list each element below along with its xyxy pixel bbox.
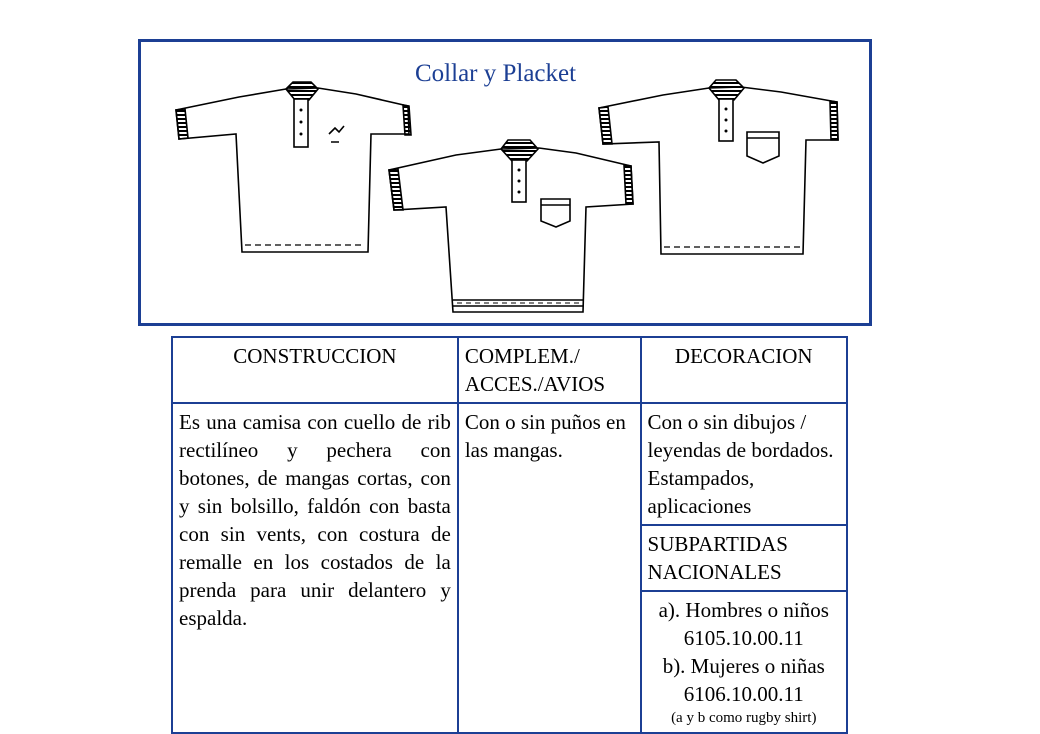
code-a-value: 6105.10.00.11 bbox=[683, 626, 804, 650]
shirt-center-icon bbox=[389, 140, 633, 312]
shirt-right-icon bbox=[599, 80, 838, 254]
illustration-panel bbox=[138, 39, 872, 326]
subpartidas-title: SUBPARTIDAS NACIONALES bbox=[641, 525, 847, 591]
decoracion-text: Con o sin dibujos / leyendas de bordados. Estampados, aplicaciones bbox=[641, 403, 847, 525]
header-construccion: CONSTRUCCION bbox=[172, 337, 458, 403]
header-decoracion: DECORACION bbox=[641, 337, 847, 403]
subpartidas-codes bbox=[641, 591, 847, 733]
code-a-label: a). Hombres o niños bbox=[658, 598, 829, 622]
construccion-text: Es una camisa con cuello de rib rectilíneo y pechera con botones, de mangas cortas, con y sin bolsillo, faldón con basta con sin vents, con costura de remalle en los costados de la prenda para unir delantero y espalda. bbox=[172, 403, 458, 733]
content-row bbox=[172, 403, 847, 525]
complementos-text: Con o sin puños en las mangas. bbox=[458, 403, 641, 733]
code-b-label: b). Mujeres o niñas bbox=[662, 654, 825, 678]
header-row bbox=[172, 337, 847, 403]
code-b-value: 6106.10.00.11 bbox=[683, 682, 804, 706]
header-complementos: COMPLEM./ ACCES./AVIOS bbox=[458, 337, 641, 403]
spec-table bbox=[171, 336, 848, 734]
code-note: (a y b como rugby shirt) bbox=[671, 710, 817, 726]
shirt-left-icon bbox=[176, 82, 411, 252]
figure-title: Collar y Placket bbox=[415, 60, 577, 87]
